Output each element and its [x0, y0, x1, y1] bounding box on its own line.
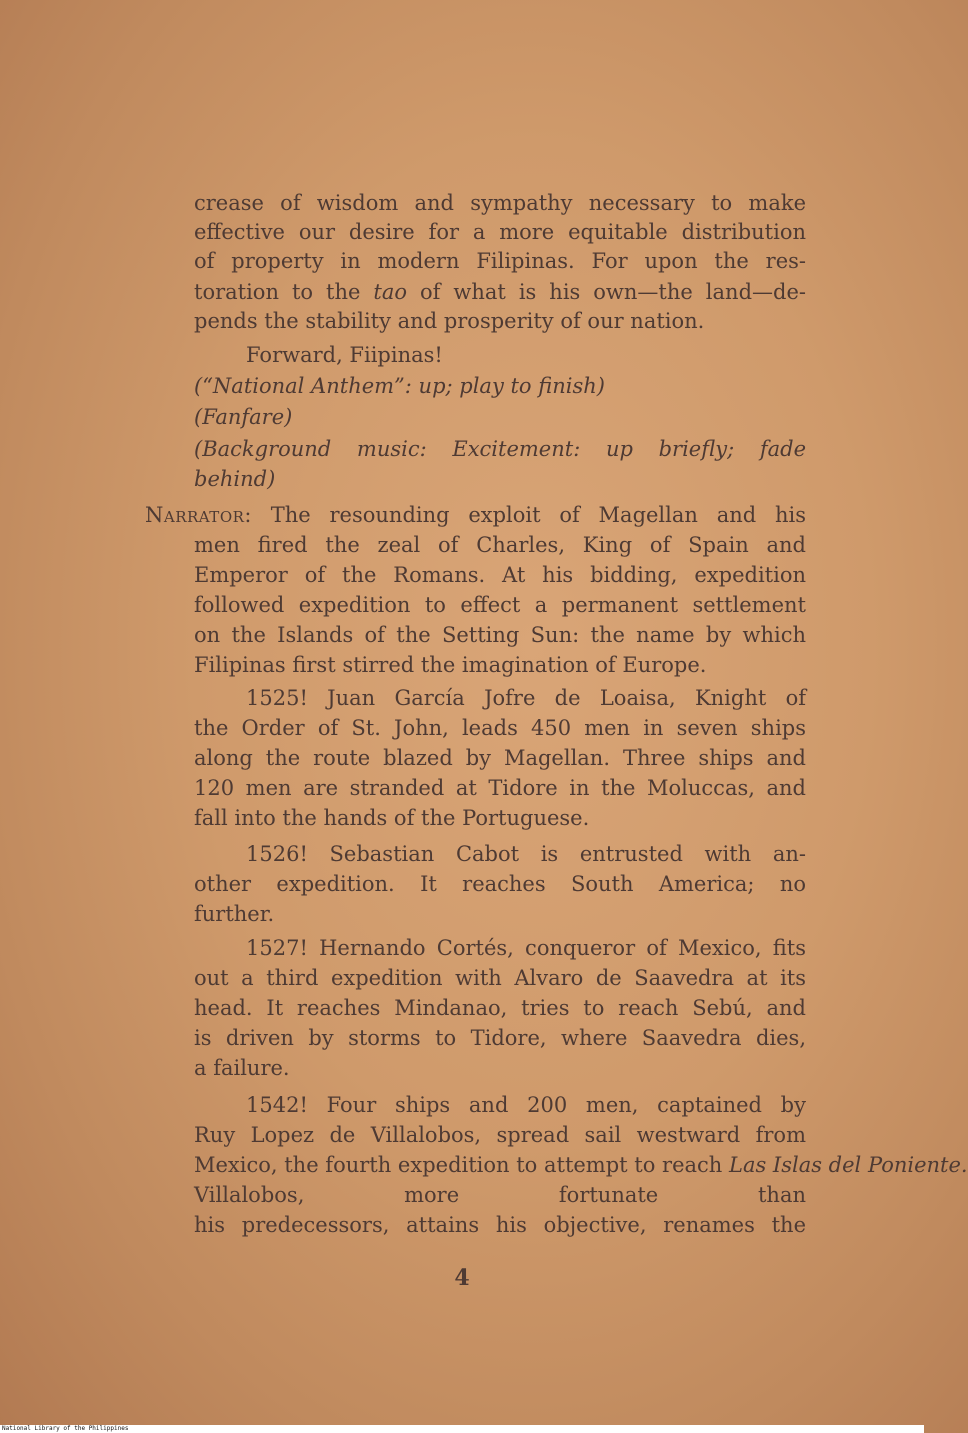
text-span: Villalobos, more fortunate than	[194, 1183, 806, 1207]
text-line	[194, 1150, 968, 1180]
text-line: 120 men are stranded at Tidore in the Moluccas, and	[194, 776, 806, 800]
text-line: of property in modern Filipinas. For upon the res-	[194, 249, 806, 273]
text-line: Ruy Lopez de Villalobos, spread sail westward from	[194, 1123, 806, 1147]
text-span: of what is his own—the land—de-	[419, 280, 806, 304]
text-span: The resounding exploit of Magellan and his	[270, 503, 806, 527]
stage-direction: (Background music: Excitement: up briefly; fade	[194, 437, 806, 461]
text-line	[145, 500, 806, 530]
italic-phrase: Las Islas del Poniente.	[729, 1153, 968, 1177]
text-line: along the route blazed by Magellan. Three ships and	[194, 746, 806, 770]
text-line	[194, 277, 806, 307]
text-line: crease of wisdom and sympathy necessary to make	[194, 191, 806, 215]
text-line: a failure.	[194, 1056, 290, 1080]
text-line: followed expedition to effect a permanent settlement	[194, 593, 806, 617]
text-line: 1526! Sebastian Cabot is entrusted with an-	[246, 842, 806, 866]
library-footer: National Library of the Philippines	[0, 1425, 924, 1433]
text-line: the Order of St. John, leads 450 men in seven ships	[194, 716, 806, 740]
stage-direction: (Fanfare)	[194, 405, 293, 429]
text-line: is driven by storms to Tidore, where Saavedra dies,	[194, 1026, 806, 1050]
text-line: Forward, Fiipinas!	[246, 343, 443, 367]
text-line: out a third expedition with Alvaro de Saavedra at its	[194, 966, 806, 990]
stage-direction: (“National Anthem”: up; play to finish)	[194, 374, 605, 398]
text-line: 1542! Four ships and 200 men, captained by	[246, 1093, 806, 1117]
stage-direction: behind)	[194, 467, 276, 491]
italic-word: tao	[373, 280, 407, 304]
text-line: on the Islands of the Setting Sun: the name by which	[194, 623, 806, 647]
text-line: 1525! Juan García Jofre de Loaisa, Knight of	[246, 686, 806, 710]
speaker-label: Narrator:	[145, 503, 252, 527]
text-line: other expedition. It reaches South America; no	[194, 872, 806, 896]
text-line: 1527! Hernando Cortés, conqueror of Mexico, fits	[246, 936, 806, 960]
text-line: pends the stability and prosperity of our nation.	[194, 309, 705, 333]
text-line: fall into the hands of the Portuguese.	[194, 806, 590, 830]
text-line: Emperor of the Romans. At his bidding, expedition	[194, 563, 806, 587]
text-line: his predecessors, attains his objective, renames the	[194, 1213, 806, 1237]
text-line: head. It reaches Mindanao, tries to reach Sebú, and	[194, 996, 806, 1020]
text-line: effective our desire for a more equitable distribution	[194, 220, 806, 244]
text-span: toration to the	[194, 280, 361, 304]
page-number: 4	[454, 1265, 470, 1291]
text-line: men fired the zeal of Charles, King of Spain and	[194, 533, 806, 557]
text-span: Mexico, the fourth expedition to attempt to reach	[194, 1153, 723, 1177]
text-line	[194, 1180, 806, 1210]
text-line: further.	[194, 902, 275, 926]
text-line: Filipinas first stirred the imagination of Europe.	[194, 653, 707, 677]
